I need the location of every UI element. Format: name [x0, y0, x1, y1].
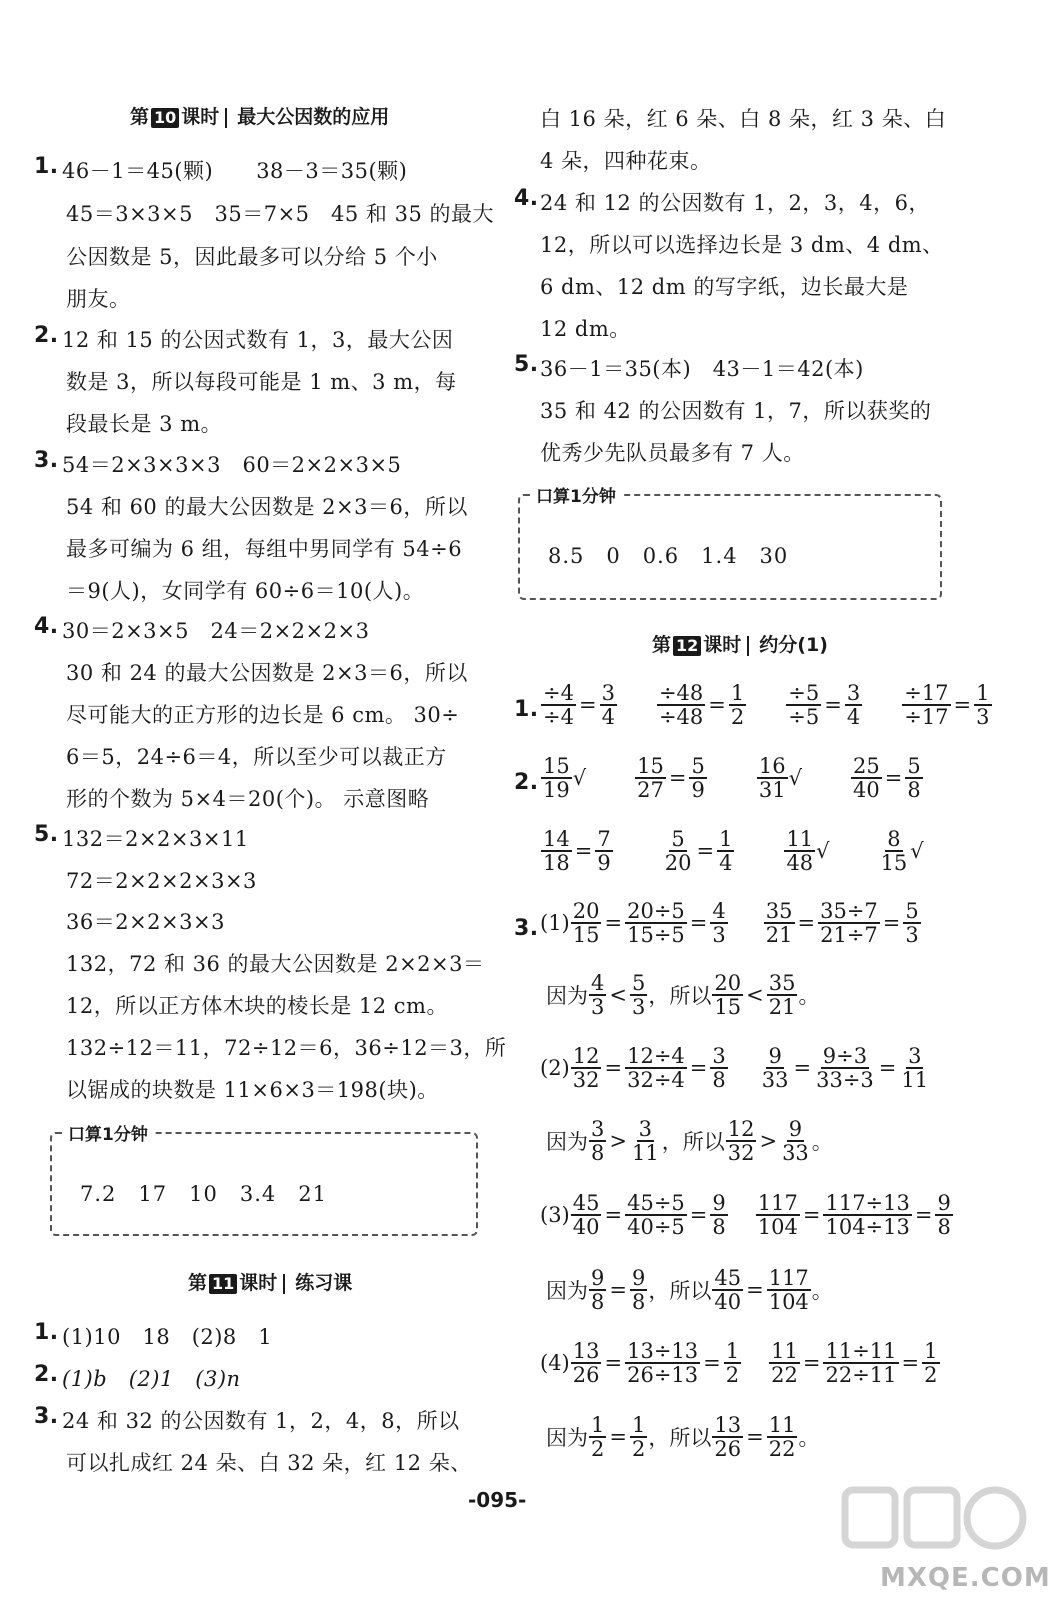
question-number: 4. — [34, 614, 59, 639]
fraction: $\frac{5}{8}$ — [907, 754, 921, 803]
mental-math-values: 8.5 0 0.6 1.4 30 — [548, 544, 789, 568]
period: 。 — [798, 1426, 820, 1451]
fraction: $\frac{13}{26}$ — [714, 1413, 742, 1462]
answer-line: 24 和 32 的公因数有 1，2，4，8，所以 — [62, 1409, 460, 1433]
answer-line: 46－1＝45(颗) 38－3＝35(颗) — [62, 159, 408, 183]
check-mark: √ — [910, 839, 924, 864]
reason-word: 因为 — [546, 1279, 588, 1304]
fraction: $\frac{1}{2}$ — [924, 1339, 938, 1388]
fraction: $\frac{20\div 5}{15\div 5}$ — [627, 899, 685, 948]
fraction: $\frac{3}{4}$ — [846, 681, 861, 730]
answer-line: 24 和 12 的公因数有 1，2，3，4，6， — [540, 191, 930, 215]
answer-line: 6 dm、12 dm 的写字纸，边长最大是 — [540, 275, 909, 299]
fraction: $\frac{117}{104}$ — [768, 1266, 809, 1315]
answer-line: 6＝5，24÷6＝4，所以至少可以裁正方 — [66, 745, 447, 769]
answer-line: ＝9(人)，女同学有 60÷6＝10(人)。 — [66, 579, 425, 603]
fraction: $\frac{9\div 3}{33\div 3}$ — [816, 1044, 874, 1093]
fraction-row: 因为 $\frac{9}{8}$ = $\frac{9}{8}$ ，所以 $\frac{45}{40}$ = $\frac{117}{104}$ 。 — [546, 1266, 833, 1315]
lesson-11-heading — [188, 1268, 352, 1295]
heading-prefix: 第 — [652, 634, 672, 656]
answer-line: 12，所以可以选择边长是 3 dm、4 dm、 — [540, 233, 944, 257]
fraction-row: 因为 $\frac{1}{2}$ = $\frac{1}{2}$ ，所以 $\frac{13}{26}$ = $\frac{11}{22}$ 。 — [546, 1413, 820, 1462]
lesson-title: 练习课 — [295, 1272, 353, 1294]
part-label: (1) — [540, 911, 570, 936]
fraction: $\frac{3}{11}$ — [901, 1044, 929, 1093]
fraction-row: $\frac{\div 4}{\div 4}$ = $\frac{3}{4}$ $\frac{\div 48}{\div 48}$ = $\frac{1}{2}$ $\frac{\div 5}{\div 5}$ = $\frac{3}{4}$ $\frac{\div 17}{\div 17}$ = $\frac{1}{3}$ — [543, 681, 990, 730]
heading-divider — [225, 108, 227, 128]
fraction: $\frac{35\div 7}{21\div 7}$ — [820, 899, 878, 948]
answer-line: 以锯成的块数是 11×6×3＝198(块)。 — [66, 1078, 439, 1102]
fraction: $\frac{\div 17}{\div 17}$ — [904, 681, 949, 730]
watermark-text: MXQE.COM — [880, 1563, 1051, 1593]
answer-line: 尽可能大的正方形的边长是 6 cm。 30÷ — [66, 703, 460, 727]
fraction-row: (2) $\frac{12}{32}$ = $\frac{12\div 4}{32\div 4}$ = $\frac{3}{8}$ $\frac{9}{33}$ = $\frac{9\div 3}{33\div 3}$ = $\frac{3}{11}$ — [540, 1044, 929, 1093]
fraction: $\frac{\div 5}{\div 5}$ — [788, 681, 820, 730]
fraction: $\frac{9}{8}$ — [937, 1191, 951, 1240]
fraction-row: $\frac{15}{19}$ √ $\frac{15}{27}$ = $\frac{5}{9}$ $\frac{16}{31}$ √ $\frac{25}{40}$ = $\frac{5}{8}$ — [543, 754, 921, 803]
fraction: $\frac{117\div 13}{104\div 13}$ — [825, 1191, 910, 1240]
answer-line: 白 16 朵，红 6 朵、白 8 朵，红 3 朵、白 — [540, 107, 947, 131]
fraction: $\frac{1}{2}$ — [730, 681, 745, 730]
heading-suffix: 课时 — [703, 634, 742, 656]
answer-line: 段最长是 3 m。 — [66, 412, 223, 436]
conclusion-word: ，所以 — [648, 1426, 712, 1451]
fraction: $\frac{9}{33}$ — [761, 1044, 789, 1093]
check-mark: √ — [572, 766, 587, 791]
question-number: 3. — [34, 1404, 59, 1429]
answer-line: 54 和 60 的最大公因数是 2×3＝6，所以 — [66, 495, 468, 519]
part-label: (2) — [540, 1056, 570, 1081]
fraction: $\frac{12}{32}$ — [727, 1117, 755, 1166]
fraction: $\frac{20}{15}$ — [572, 899, 600, 948]
answer-line: 公因数是 5，因此最多可以分给 5 个小 — [66, 245, 438, 269]
answer-line: 12，所以正方体木块的棱长是 12 cm。 — [66, 994, 448, 1018]
question-number: 2. — [34, 323, 59, 348]
fraction: $\frac{1}{2}$ — [725, 1339, 740, 1388]
answer-line: 数是 3，所以每段可能是 1 m、3 m，每 — [66, 370, 457, 394]
fraction: $\frac{16}{31}$ — [758, 754, 786, 803]
answer-line: 132，72 和 36 的最大公因数是 2×2×3＝ — [66, 952, 485, 976]
fraction: $\frac{11}{22}$ — [771, 1339, 798, 1388]
answer-line: 72＝2×2×2×3×3 — [66, 869, 257, 893]
question-number: 5. — [34, 822, 59, 847]
answer-line: 36＝2×2×3×3 — [66, 910, 225, 934]
lesson-number-badge: 10 — [151, 108, 179, 128]
lesson-title: 最大公因数的应用 — [237, 106, 390, 128]
fraction: $\frac{11}{22}$ — [768, 1413, 796, 1462]
fraction-row: 因为 $\frac{3}{8}$ > $\frac{3}{11}$ ，所以 $\frac{12}{32}$ > $\frac{9}{33}$ 。 — [546, 1117, 833, 1166]
fraction: $\frac{20}{15}$ — [714, 971, 742, 1020]
mental-math-box — [50, 1125, 478, 1236]
question-number: 2. — [34, 1362, 59, 1387]
fraction: $\frac{9}{8}$ — [631, 1266, 646, 1315]
fraction: $\frac{4}{3}$ — [591, 971, 605, 1020]
fraction: $\frac{11\div 11}{22\div 11}$ — [825, 1339, 897, 1388]
answer-line: 12 dm。 — [540, 317, 631, 341]
fraction-row: 因为 $\frac{4}{3}$ < $\frac{5}{3}$ ，所以 $\frac{20}{15}$ < $\frac{35}{21}$ 。 — [546, 971, 820, 1020]
answer-line: 可以扎成红 24 朵、白 32 朵，红 12 朵、 — [66, 1451, 472, 1475]
check-mark: √ — [816, 839, 830, 864]
fraction: $\frac{13}{26}$ — [572, 1339, 600, 1388]
conclusion-word: ，所以 — [648, 1279, 712, 1304]
heading-divider — [283, 1274, 285, 1294]
lesson-title: 约分(1) — [759, 634, 828, 656]
lesson-number-badge: 11 — [209, 1274, 237, 1294]
fraction: $\frac{45}{40}$ — [572, 1191, 600, 1240]
question-number: 4. — [514, 186, 539, 211]
answer-line: (1)10 18 (2)8 1 — [62, 1325, 273, 1349]
question-number: 3. — [34, 448, 59, 473]
fraction: $\frac{\div 4}{\div 4}$ — [543, 681, 574, 730]
fraction: $\frac{3}{8}$ — [712, 1044, 726, 1093]
fraction: $\frac{35}{21}$ — [765, 899, 793, 948]
heading-divider — [747, 636, 749, 656]
part-label: (4) — [540, 1351, 570, 1376]
page-number: -095- — [468, 1488, 527, 1512]
question-number: 1. — [34, 154, 59, 179]
period: 。 — [811, 1279, 833, 1304]
question-number: 1. — [34, 1320, 59, 1345]
answer-line: 30＝2×3×5 24＝2×2×2×3 — [62, 619, 370, 643]
conclusion-word: ，所以 — [648, 984, 712, 1009]
fraction: $\frac{1}{4}$ — [719, 827, 733, 876]
answer-line: 36－1＝35(本) 43－1＝42(本) — [540, 357, 864, 381]
fraction: $\frac{8}{15}$ — [880, 827, 908, 876]
question-number: 3. — [514, 916, 539, 941]
fraction: $\frac{45\div 5}{40\div 5}$ — [627, 1191, 685, 1240]
question-number: 5. — [514, 352, 539, 377]
conclusion-word: ，所以 — [661, 1130, 725, 1155]
part-label: (3) — [540, 1203, 570, 1228]
answer-line: 4 朵，四种花束。 — [540, 149, 712, 173]
fraction: $\frac{5}{9}$ — [691, 754, 705, 803]
fraction: $\frac{1}{3}$ — [976, 681, 990, 730]
mental-math-title: 口算1分钟 — [530, 482, 622, 507]
reason-word: 因为 — [546, 1130, 588, 1155]
fraction: $\frac{117}{104}$ — [757, 1191, 798, 1240]
fraction: $\frac{3}{4}$ — [601, 681, 615, 730]
answer-line: 45＝3×3×5 35＝7×5 45 和 35 的最大 — [66, 202, 495, 226]
check-mark: √ — [788, 766, 802, 791]
answer-line: 132÷12＝11，72÷12＝6，36÷12＝3，所 — [66, 1036, 507, 1060]
heading-suffix: 课时 — [181, 106, 220, 128]
answer-line: 30 和 24 的最大公因数是 2×3＝6，所以 — [66, 661, 468, 685]
answer-line: 54＝2×3×3×3 60＝2×2×3×5 — [62, 453, 402, 477]
mental-math-title: 口算1分钟 — [62, 1120, 154, 1145]
fraction: $\frac{5}{3}$ — [905, 899, 919, 948]
fraction: $\frac{14}{18}$ — [543, 827, 570, 876]
heading-suffix: 课时 — [239, 1272, 278, 1294]
mental-math-values: 7.2 17 10 3.4 21 — [80, 1182, 327, 1206]
fraction: $\frac{9}{33}$ — [782, 1117, 809, 1166]
answer-line: 形的个数为 5×4＝20(个)。 示意图略 — [66, 787, 430, 811]
fraction-row: (3) $\frac{45}{40}$ = $\frac{45\div 5}{40\div 5}$ = $\frac{9}{8}$ $\frac{117}{104}$ = $\frac{117\div 13}{104\div 13}$ = $\frac{9}{8}$ — [540, 1191, 951, 1240]
fraction: $\frac{45}{40}$ — [714, 1266, 742, 1315]
fraction: $\frac{25}{40}$ — [852, 754, 880, 803]
question-number: 2. — [514, 770, 539, 795]
fraction: $\frac{\div 48}{\div 48}$ — [658, 681, 704, 730]
fraction: $\frac{12\div 4}{32\div 4}$ — [627, 1044, 685, 1093]
answer-line: 132＝2×2×3×11 — [62, 827, 249, 851]
period: 。 — [811, 1130, 833, 1155]
heading-prefix: 第 — [188, 1272, 208, 1294]
fraction: $\frac{1}{2}$ — [631, 1413, 646, 1462]
fraction: $\frac{11}{48}$ — [786, 827, 814, 876]
fraction-row: (1) $\frac{20}{15}$ = $\frac{20\div 5}{15\div 5}$ = $\frac{4}{3}$ $\frac{35}{21}$ = $\frac{35\div 7}{21\div 7}$ = $\frac{5}{3}$ — [540, 899, 919, 948]
fraction: $\frac{7}{9}$ — [597, 827, 611, 876]
fraction: $\frac{9}{8}$ — [712, 1191, 726, 1240]
answer-line: 12 和 15 的公因式数有 1，3，最大公因 — [62, 328, 454, 352]
lesson-10-heading — [130, 102, 389, 129]
fraction: $\frac{12}{32}$ — [572, 1044, 600, 1093]
reason-word: 因为 — [546, 1426, 588, 1451]
fraction: $\frac{13\div 13}{26\div 13}$ — [627, 1339, 699, 1388]
lesson-12-heading — [652, 630, 828, 657]
fraction: $\frac{15}{19}$ — [543, 754, 570, 803]
fraction: $\frac{3}{8}$ — [591, 1117, 605, 1166]
question-number: 1. — [514, 697, 539, 722]
fraction: $\frac{4}{3}$ — [712, 899, 726, 948]
fraction: $\frac{1}{2}$ — [591, 1413, 605, 1462]
mental-math-box — [518, 487, 942, 600]
fraction-row: $\frac{14}{18}$ = $\frac{7}{9}$ $\frac{5}{20}$ = $\frac{1}{4}$ $\frac{11}{48}$ √ $\frac{8}{15}$ √ — [543, 827, 924, 876]
fraction-row: (4) $\frac{13}{26}$ = $\frac{13\div 13}{26\div 13}$ = $\frac{1}{2}$ $\frac{11}{22}$ = $\frac{11\div 11}{22\div 11}$ = $\frac{1}{2}$ — [540, 1339, 938, 1388]
answer-line: (1)b (2)1 (3)n — [62, 1367, 241, 1391]
lesson-number-badge: 12 — [673, 636, 701, 656]
fraction: $\frac{9}{8}$ — [591, 1266, 605, 1315]
answer-line: 朋友。 — [66, 287, 131, 311]
reason-word: 因为 — [546, 984, 588, 1009]
answer-line: 35 和 42 的公因数有 1，7，所以获奖的 — [540, 399, 932, 423]
heading-prefix: 第 — [130, 106, 150, 128]
fraction: $\frac{5}{20}$ — [664, 827, 692, 876]
fraction: $\frac{5}{3}$ — [631, 971, 646, 1020]
fraction: $\frac{15}{27}$ — [637, 754, 664, 803]
fraction: $\frac{35}{21}$ — [768, 971, 796, 1020]
fraction: $\frac{3}{11}$ — [631, 1117, 659, 1166]
answer-line: 最多可编为 6 组，每组中男同学有 54÷6 — [66, 537, 463, 561]
period: 。 — [798, 984, 820, 1009]
answer-line: 优秀少先队员最多有 7 人。 — [540, 441, 805, 465]
